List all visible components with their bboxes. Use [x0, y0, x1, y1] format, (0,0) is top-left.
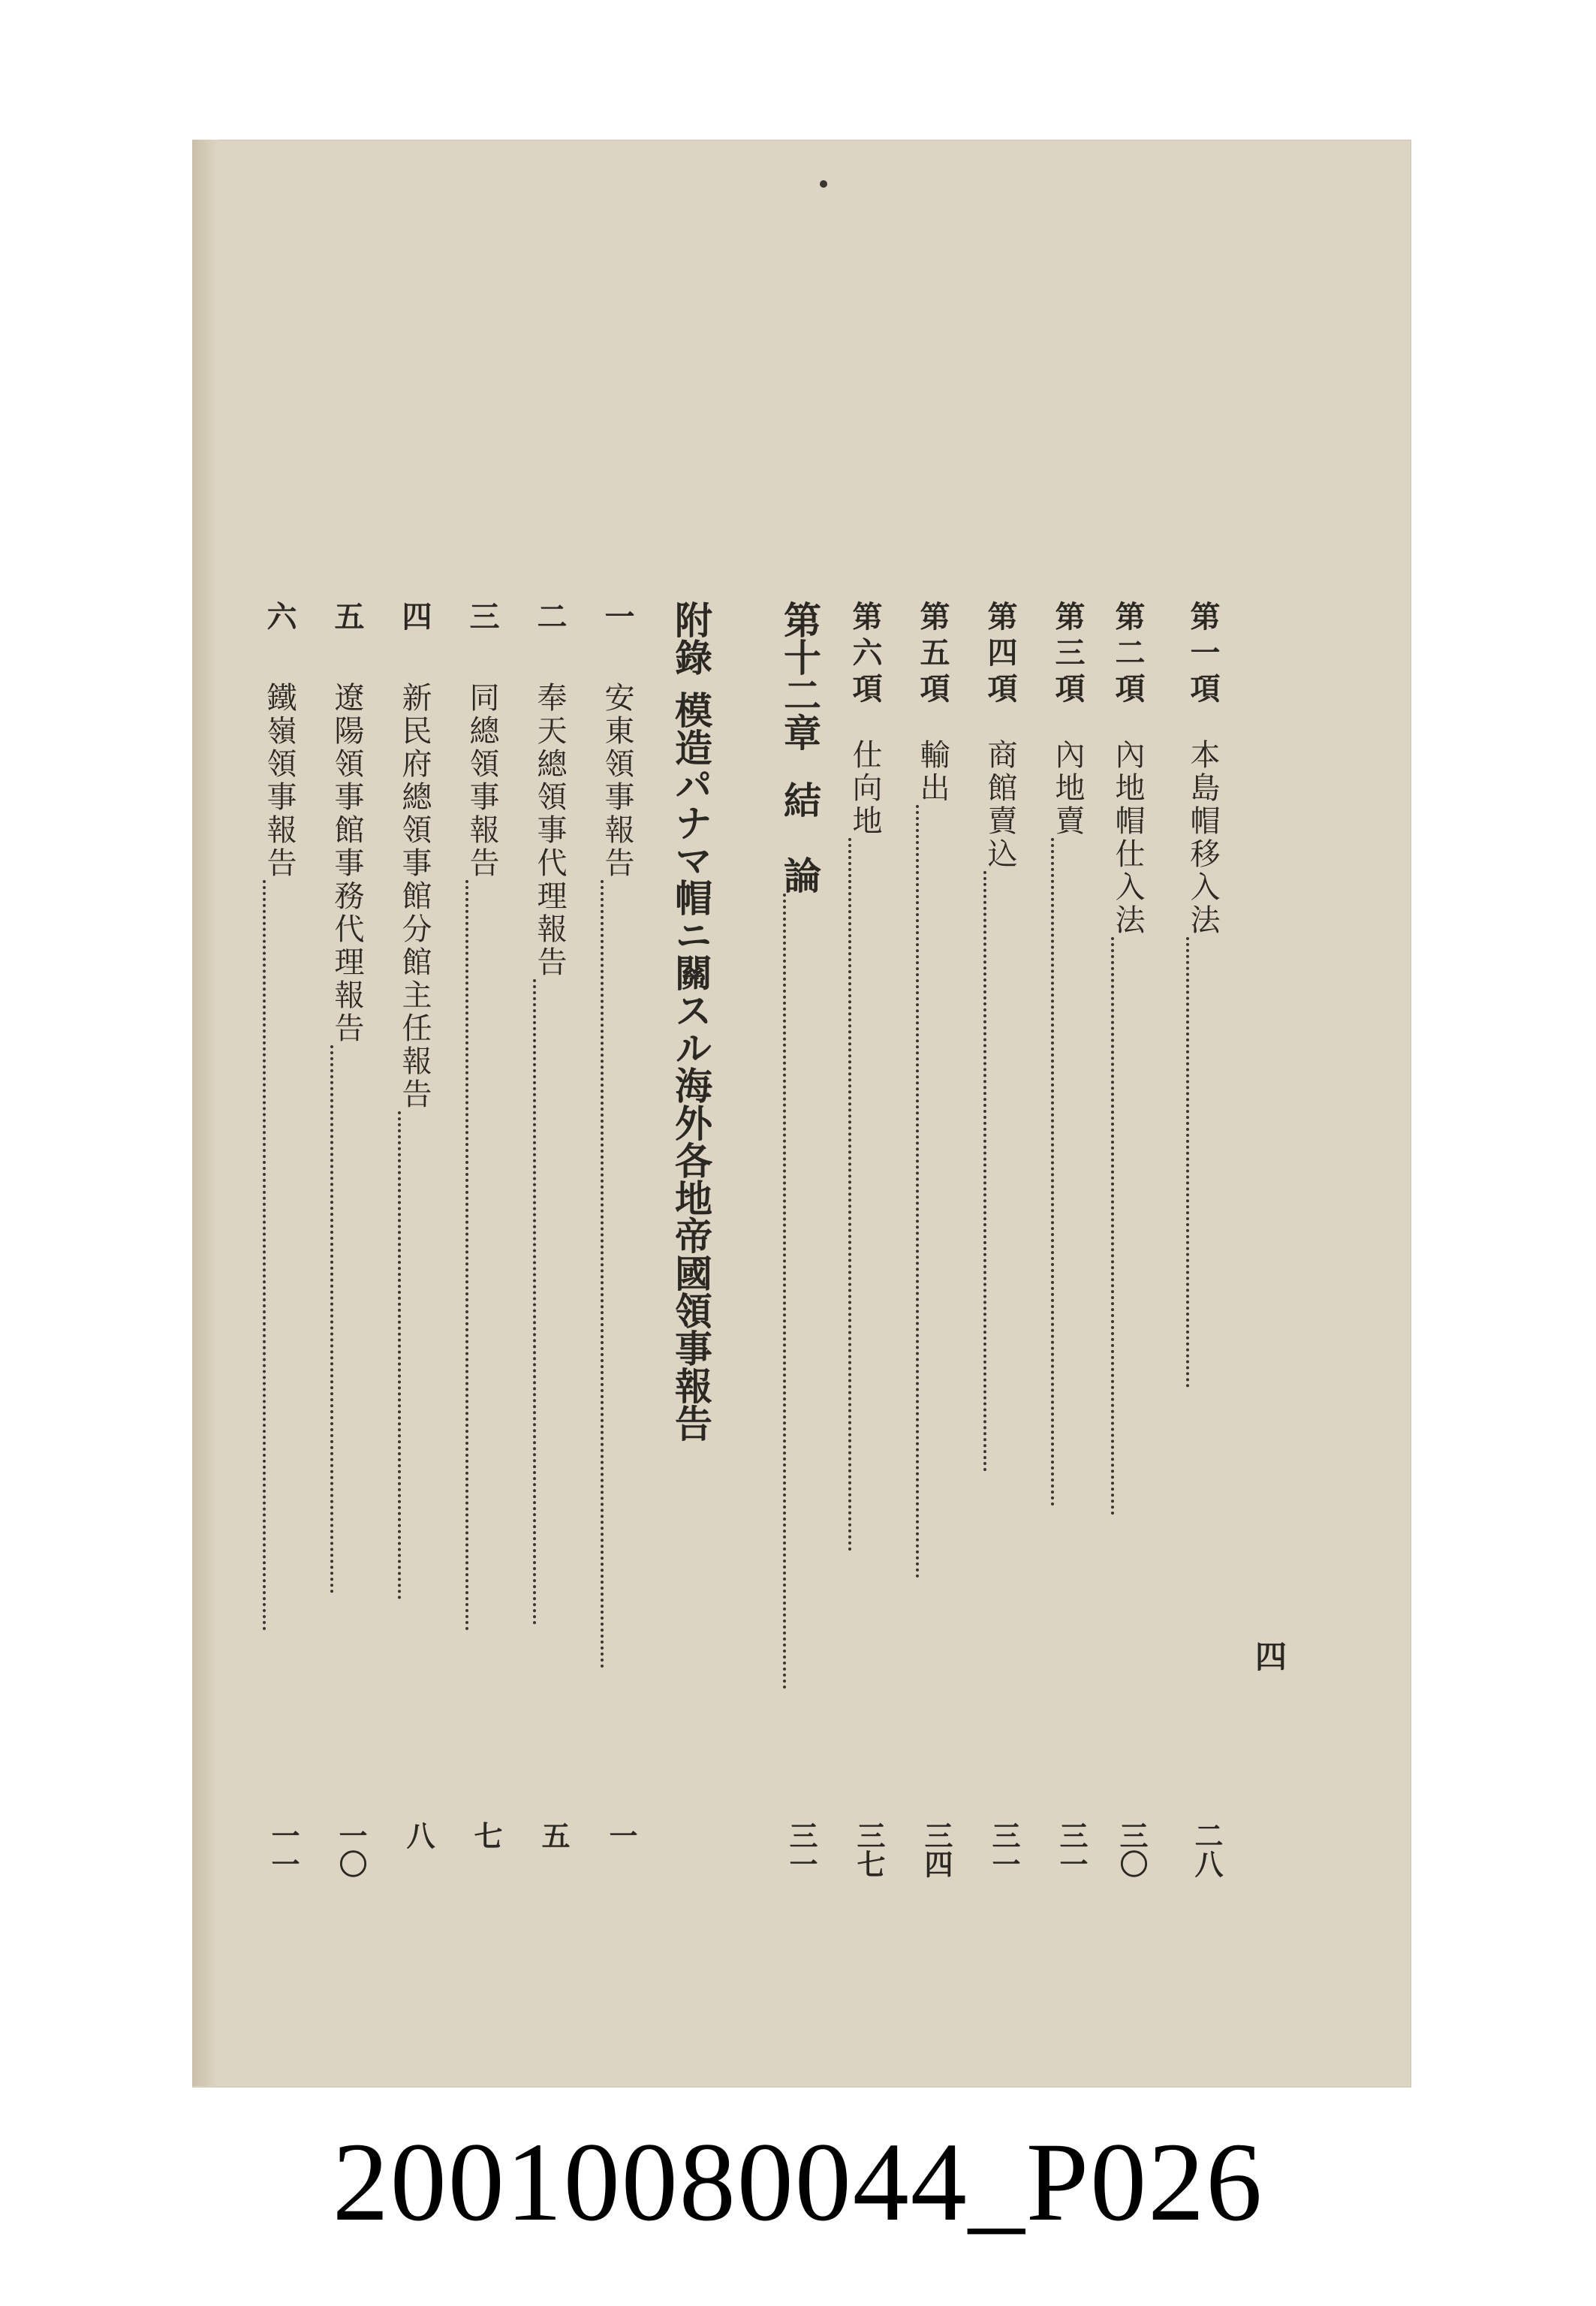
- toc-entry: 第三項內地賣: [1051, 601, 1084, 1506]
- toc-page: 五: [537, 1821, 571, 1849]
- toc-entry: 五遼陽領事館事務代理報告: [330, 601, 363, 1593]
- toc-page: 一一: [267, 1821, 300, 1878]
- appendix-heading: 附錄模造パナマ帽ニ關スル海外各地帝國領事報告: [669, 601, 713, 1442]
- toc-page: 三一: [987, 1821, 1021, 1878]
- toc-page: 二八: [1190, 1821, 1224, 1878]
- page-spine-shadow: [192, 140, 218, 2086]
- toc-page: 一: [604, 1821, 638, 1849]
- toc-entry: 六鐵嶺領事報告: [263, 601, 296, 1631]
- toc-page: 三一: [1055, 1821, 1089, 1878]
- toc-page: 三七: [852, 1821, 886, 1878]
- toc-entry: 第五項輸出: [916, 601, 949, 1578]
- toc-entry: 第六項仕向地: [848, 601, 881, 1551]
- toc-entry: 第一項本島帽移入法: [1186, 601, 1219, 1388]
- toc-entry: 第二項內地帽仕入法: [1111, 601, 1144, 1515]
- toc-entry: 第四項商館賣込: [983, 601, 1016, 1472]
- toc-page: 七: [469, 1821, 503, 1849]
- toc-entry: 四新民府總領事館分館主任報告: [398, 601, 431, 1599]
- toc-page: 八: [402, 1821, 435, 1849]
- toc-page: 三四: [920, 1821, 953, 1878]
- page-number: 四: [1255, 1638, 1287, 1675]
- toc-page: 三〇: [1115, 1821, 1149, 1878]
- image-caption: 20010080044_P026: [332, 2120, 1264, 2244]
- toc-entry: 三同總領事報告: [465, 601, 498, 1631]
- chapter-entry: 第十二章結 論: [781, 601, 818, 1690]
- toc-page: 三一: [784, 1821, 818, 1878]
- toc-entry: 一安東領事報告: [601, 601, 634, 1668]
- ink-dot: [820, 180, 827, 188]
- toc-page: 一〇: [334, 1821, 368, 1878]
- toc-entry: 二奉天總領事代理報告: [533, 601, 566, 1625]
